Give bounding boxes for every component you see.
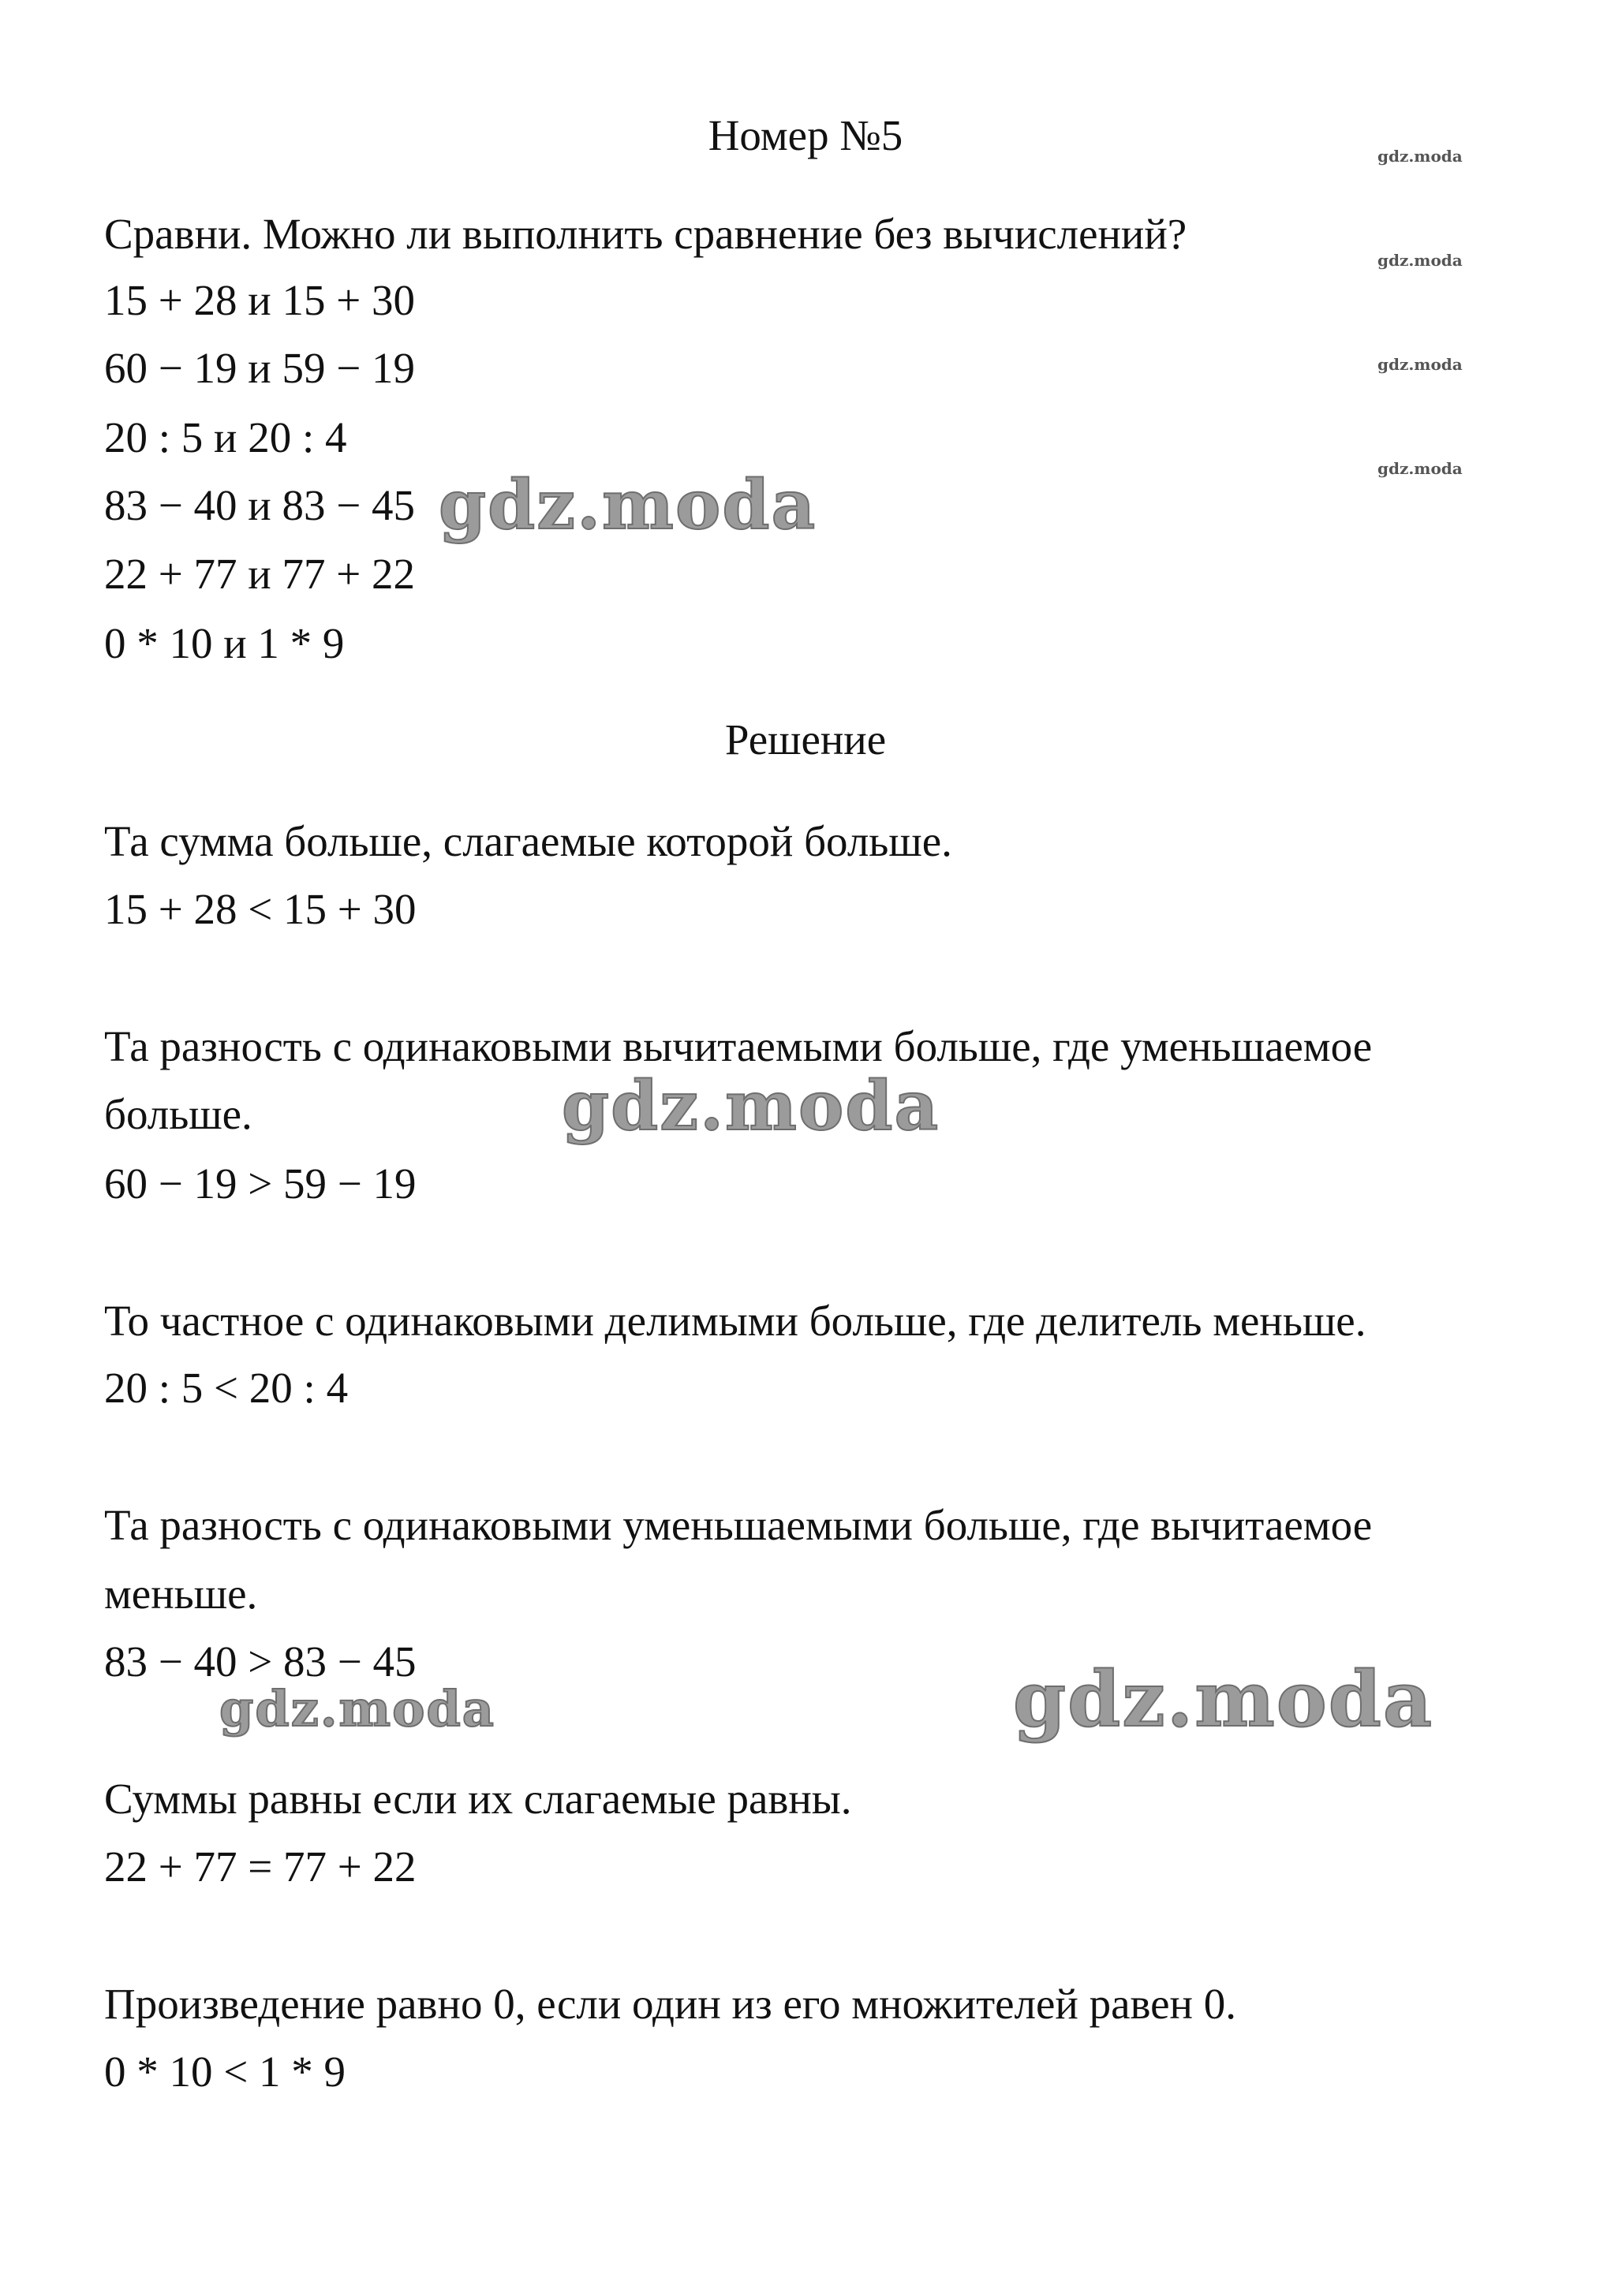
task-item: 60 − 19 и 59 − 19 [104,344,415,392]
answer-line: 60 − 19 > 59 − 19 [104,1159,417,1208]
explanation-text: меньше. [104,1570,258,1618]
answer-line: 83 − 40 > 83 − 45 [104,1637,417,1686]
task-question: Сравни. Можно ли выполнить сравнение без вычислений? [104,210,1187,258]
explanation-text: Суммы равны если их слагаемые равны. [104,1775,852,1823]
watermark-small: gdz.moda [1377,251,1463,270]
answer-line: 15 + 28 < 15 + 30 [104,885,417,933]
watermark-small: gdz.moda [1377,355,1463,374]
task-item: 83 − 40 и 83 − 45 [104,481,415,529]
answer-line: 22 + 77 = 77 + 22 [104,1842,417,1891]
watermark-small: gdz.moda [1377,459,1463,478]
task-item: 15 + 28 и 15 + 30 [104,276,415,324]
explanation-text: Та разность с одинаковыми уменьшаемыми больше, где вычитаемое [104,1501,1373,1549]
watermark-large: gdz.moda [219,1680,495,1738]
page-title: Номер №5 [708,111,903,159]
watermark-large: gdz.moda [1013,1655,1434,1744]
watermark-small: gdz.moda [1377,147,1463,166]
task-item: 20 : 5 и 20 : 4 [104,413,347,461]
explanation-text: Произведение равно 0, если один из его множителей равен 0. [104,1980,1236,2028]
answer-line: 0 * 10 < 1 * 9 [104,2048,346,2096]
explanation-text: Та сумма больше, слагаемые которой больше. [104,817,952,865]
task-item: 0 * 10 и 1 * 9 [104,619,345,667]
explanation-text: Та разность с одинаковыми вычитаемыми больше, где уменьшаемое [104,1022,1373,1070]
watermark-large: gdz.moda [562,1066,940,1146]
explanation-text: больше. [104,1090,252,1138]
watermark-large: gdz.moda [439,465,817,545]
answer-line: 20 : 5 < 20 : 4 [104,1364,349,1412]
solution-heading: Решение [724,715,887,763]
task-item: 22 + 77 и 77 + 22 [104,550,415,598]
explanation-text: То частное с одинаковыми делимыми больше, где делитель меньше. [104,1297,1366,1345]
